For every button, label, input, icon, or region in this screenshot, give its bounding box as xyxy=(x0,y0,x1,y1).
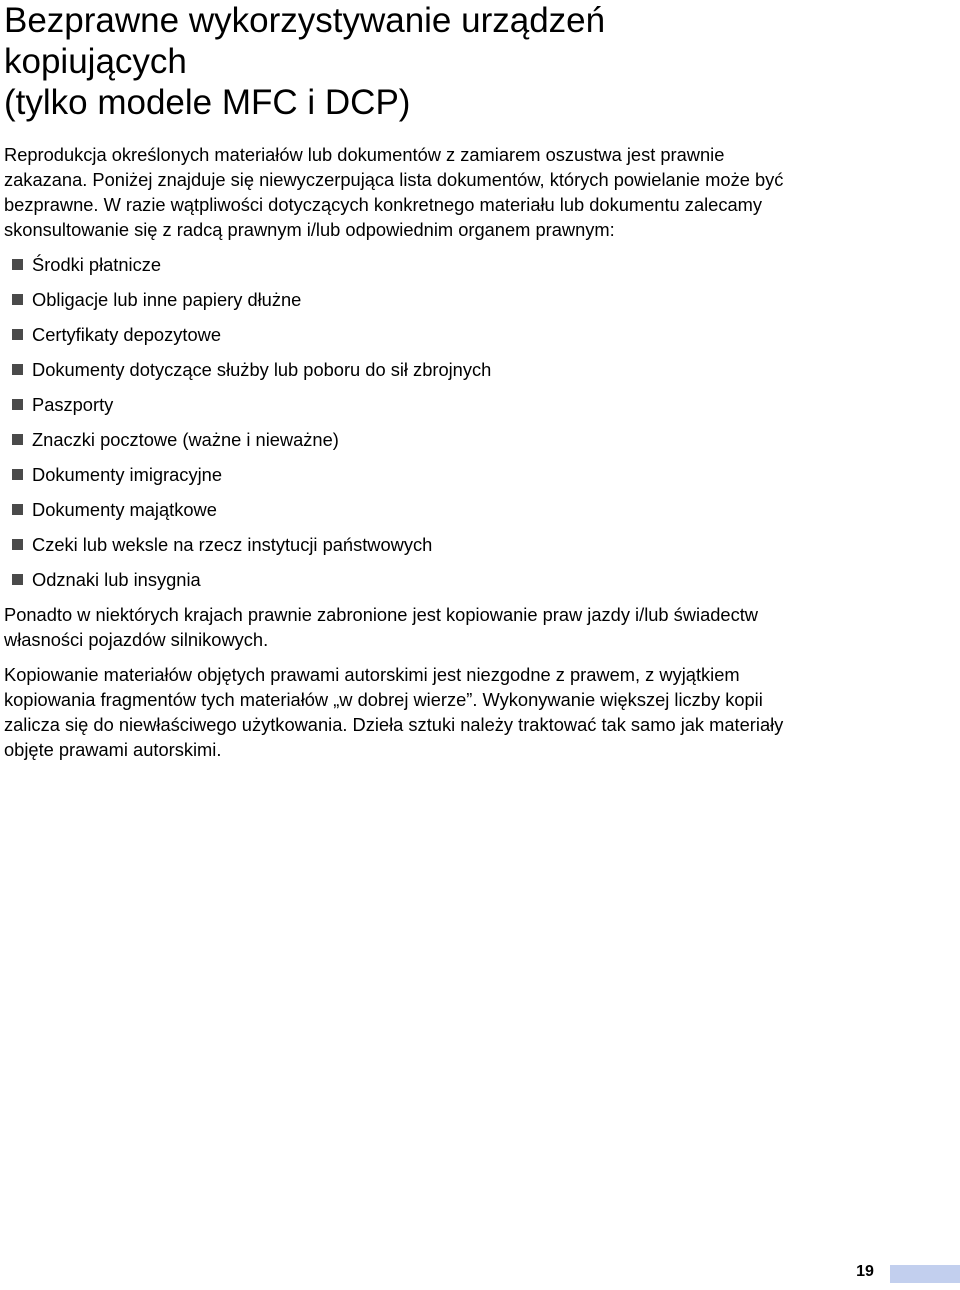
square-bullet-icon xyxy=(12,259,23,270)
page-tab-marker xyxy=(890,1265,960,1283)
list-item-text: Środki płatnicze xyxy=(32,254,162,275)
list-item-text: Dokumenty majątkowe xyxy=(32,499,217,520)
list-item-text: Czeki lub weksle na rzecz instytucji państwowych xyxy=(32,534,433,555)
copyright-paragraph xyxy=(4,662,952,762)
square-bullet-icon xyxy=(12,399,23,410)
page-title-line-2: kopiujących xyxy=(4,42,187,81)
square-bullet-icon xyxy=(12,364,23,375)
list-item xyxy=(12,357,942,392)
intro-line: skonsultowanie się z radcą prawnym i/lub odpowiednim organem prawnym: xyxy=(4,219,615,240)
list-item-text: Dokumenty imigracyjne xyxy=(32,464,222,485)
page-title-line-1: Bezprawne wykorzystywanie urządzeń xyxy=(4,1,606,40)
intro-line: Reprodukcja określonych materiałów lub dokumentów z zamiarem oszustwa jest prawnie xyxy=(4,144,725,165)
copyright-line: Kopiowanie materiałów objętych prawami autorskimi jest niezgodne z prawem, z wyjątkiem xyxy=(4,664,740,685)
list-item-text: Odznaki lub insygnia xyxy=(32,569,201,590)
page-title-line-3: (tylko modele MFC i DCP) xyxy=(4,83,411,122)
list-item xyxy=(12,427,942,462)
copyright-line: kopiowania fragmentów tych materiałów „w dobrej wierze”. Wykonywanie większej liczby kopii xyxy=(4,689,763,710)
copyright-line: zalicza się do niewłaściwego użytkowania. Dzieła sztuki należy traktować tak samo jak materiały xyxy=(4,714,784,735)
square-bullet-icon xyxy=(12,504,23,515)
list-item xyxy=(12,392,942,427)
list-item-text: Znaczki pocztowe (ważne i nieważne) xyxy=(32,429,339,450)
square-bullet-icon xyxy=(12,329,23,340)
list-item xyxy=(12,532,942,567)
square-bullet-icon xyxy=(12,294,23,305)
licence-line: własności pojazdów silnikowych. xyxy=(4,629,269,650)
intro-line: zakazana. Poniżej znajduje się niewyczerpująca lista dokumentów, których powielanie może być xyxy=(4,169,784,190)
licence-line: Ponadto w niektórych krajach prawnie zabronione jest kopiowanie praw jazdy i/lub świadectw xyxy=(4,604,758,625)
square-bullet-icon xyxy=(12,469,23,480)
intro-paragraph xyxy=(4,142,952,242)
list-item xyxy=(12,287,942,322)
page-number: 19 xyxy=(856,1263,874,1280)
copyright-line: objęte prawami autorskimi. xyxy=(4,739,222,760)
licence-paragraph xyxy=(4,602,952,652)
list-item xyxy=(12,567,942,602)
list-item xyxy=(12,462,942,497)
list-item xyxy=(12,322,942,357)
intro-line: bezprawne. W razie wątpliwości dotyczących konkretnego materiału lub dokumentu zalecamy xyxy=(4,194,763,215)
square-bullet-icon xyxy=(12,434,23,445)
page-title xyxy=(4,0,944,123)
list-item-text: Dokumenty dotyczące służby lub poboru do sił zbrojnych xyxy=(32,359,492,380)
list-item-text: Obligacje lub inne papiery dłużne xyxy=(32,289,302,310)
list-item xyxy=(12,497,942,532)
document-list xyxy=(12,252,942,602)
list-item-text: Paszporty xyxy=(32,394,114,415)
square-bullet-icon xyxy=(12,539,23,550)
list-item xyxy=(12,252,942,287)
square-bullet-icon xyxy=(12,574,23,585)
list-item-text: Certyfikaty depozytowe xyxy=(32,324,221,345)
